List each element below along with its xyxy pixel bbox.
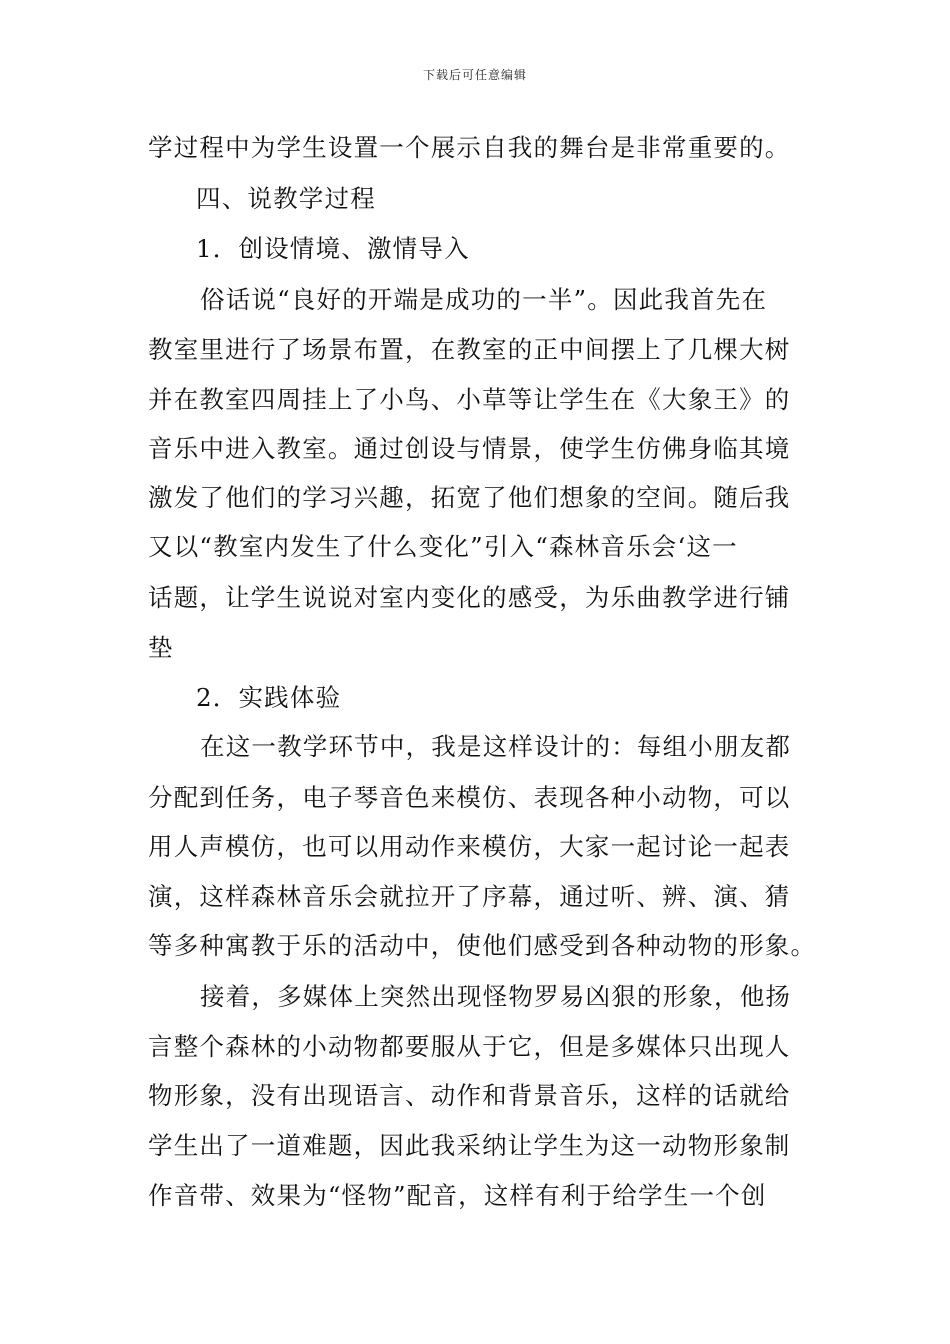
subsection-heading: 1．创设情境、激情导入 (196, 234, 470, 263)
text-line: 言整个森林的小动物都要服从于它，但是多媒体只出现人 (148, 1032, 791, 1061)
text-line: 作音带、效果为“怪物”配音，这样有利于给学生一个创 (148, 1181, 767, 1210)
section-heading: 四、说教学过程 (196, 184, 376, 213)
text-line: 话题，让学生说说对室内变化的感受，为乐曲教学进行铺 (148, 583, 791, 612)
text-line: 教室里进行了场景布置，在教室的正中间摆上了几棵大树 (148, 335, 791, 364)
text-line: 学生出了一道难题，因此我采纳让学生为这一动物形象制 (148, 1131, 791, 1160)
text-line: 接着，多媒体上突然出现怪物罗易凶狠的形象，他扬 (200, 982, 792, 1011)
text-line: 演，这样森林音乐会就拉开了序幕，通过听、辨、演、猜 (148, 882, 791, 911)
text-line: 并在教室四周挂上了小鸟、小草等让学生在《大象王》的 (148, 385, 791, 414)
text-line: 学过程中为学生设置一个展示自我的舞台是非常重要的。 (148, 133, 791, 162)
subsection-heading: 2．实践体验 (196, 683, 342, 712)
text-line: 在这一教学环节中，我是这样设计的：每组小朋友都 (200, 732, 792, 761)
text-line: 音乐中进入教室。通过创设与情景，使学生仿佛身临其境 (148, 434, 791, 463)
text-line: 等多种寓教于乐的活动中，使他们感受到各种动物的形象。 (148, 931, 817, 960)
text-line: 物形象，没有出现语言、动作和背景音乐，这样的话就给 (148, 1081, 791, 1110)
page-header-note: 下载后可任意编辑 (422, 68, 527, 82)
text-line: 垫 (148, 633, 174, 662)
text-line: 用人声模仿，也可以用动作来模仿，大家一起讨论一起表 (148, 832, 791, 861)
text-line: 又以“教室内发生了什么变化”引入“森林音乐会‘这一 (148, 532, 738, 561)
text-line: 激发了他们的学习兴趣，拓宽了他们想象的空间。随后我 (148, 483, 791, 512)
text-line: 俗话说“良好的开端是成功的一半”。因此我首先在 (200, 285, 768, 314)
text-line: 分配到任务，电子琴音色来模仿、表现各种小动物，可以 (148, 783, 791, 812)
